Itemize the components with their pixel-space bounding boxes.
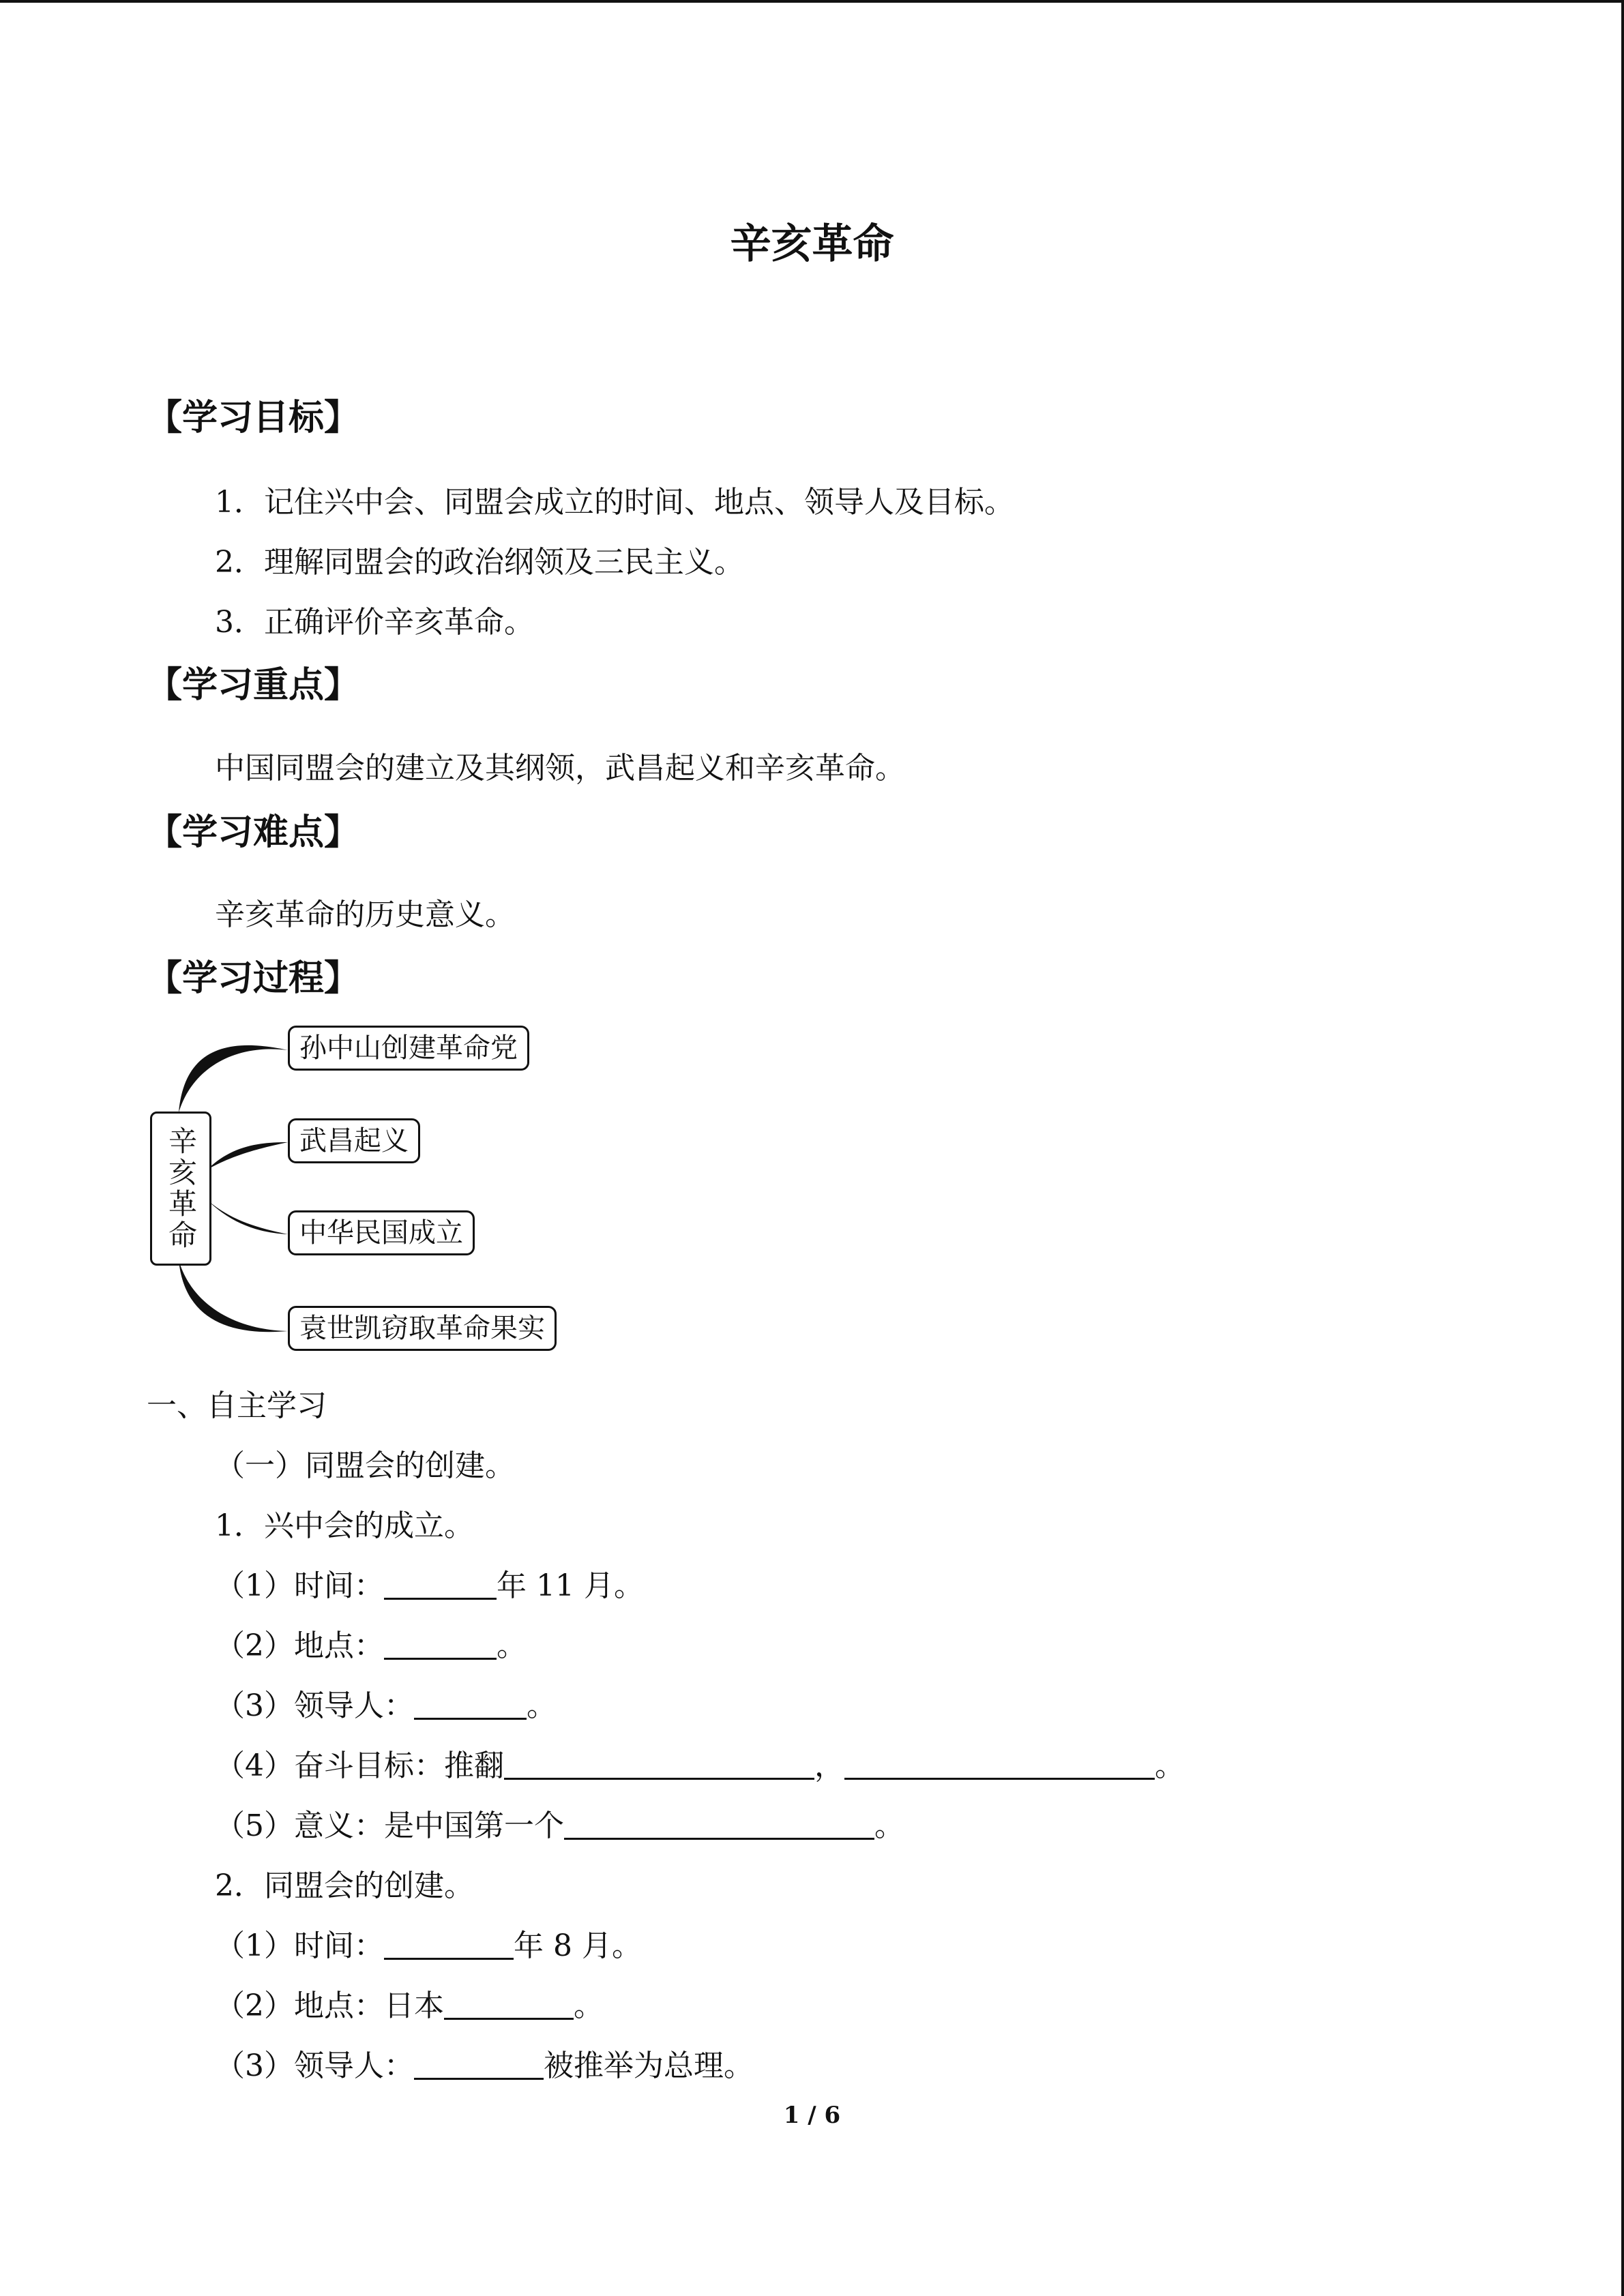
- mind-map-node: 孙中山创建革命党: [288, 1026, 529, 1071]
- answer-blank[interactable]: [414, 2048, 544, 2080]
- subsection-title: （一）同盟会的创建。: [215, 1448, 515, 1483]
- difficulties-heading: 【学习难点】: [147, 812, 360, 853]
- question-place: [215, 1981, 604, 2025]
- page-number: 1 / 6: [783, 2102, 841, 2129]
- question-suffix: 被推举为总理。: [544, 2048, 754, 2083]
- objective-item: 1．记住兴中会、同盟会成立的时间、地点、领导人及目标。: [215, 485, 1014, 520]
- mind-map-node: 武昌起义: [288, 1118, 420, 1163]
- question-label: （3）领导人：: [215, 1688, 414, 1723]
- objective-item: 3．正确评价辛亥革命。: [215, 605, 534, 640]
- question-label: （4）奋斗目标：推翻: [215, 1748, 504, 1783]
- question-suffix: 。: [497, 1628, 527, 1663]
- question-label: （3）领导人：: [215, 2048, 414, 2083]
- objectives-heading: 【学习目标】: [147, 398, 360, 438]
- question-suffix: 。: [527, 1688, 557, 1723]
- question-time: [215, 1921, 642, 1965]
- self-study-heading: 一、自主学习: [147, 1388, 327, 1423]
- question-suffix: 。: [874, 1808, 904, 1843]
- process-heading: 【学习过程】: [147, 958, 360, 999]
- question-suffix: 年 11 月。: [497, 1568, 644, 1603]
- answer-blank[interactable]: [504, 1748, 814, 1780]
- difficulties-text: 辛亥革命的历史意义。: [215, 897, 515, 932]
- mind-map-node: 袁世凯窃取革命果实: [288, 1306, 557, 1351]
- answer-blank[interactable]: [414, 1688, 527, 1720]
- question-label: （5）意义：是中国第一个: [215, 1808, 564, 1843]
- branch-curve-2: [207, 1142, 288, 1169]
- objective-item: 2．理解同盟会的政治纲领及三民主义。: [215, 545, 744, 580]
- answer-blank[interactable]: [564, 1808, 874, 1840]
- branch-curve-1: [179, 1045, 288, 1113]
- question-label: （2）地点：: [215, 1628, 384, 1663]
- item-title: 2．同盟会的创建。: [215, 1868, 474, 1903]
- right-border: [1621, 0, 1624, 2296]
- answer-blank[interactable]: [384, 1628, 497, 1660]
- answer-blank[interactable]: [384, 1928, 514, 1960]
- branch-curve-4: [179, 1260, 288, 1332]
- question-label: （2）地点：日本: [215, 1988, 444, 2023]
- top-border: [0, 0, 1624, 3]
- mind-map-node: 中华民国成立: [288, 1210, 475, 1255]
- mind-map: [136, 1016, 580, 1357]
- question-goal: [215, 1741, 1185, 1785]
- answer-blank[interactable]: [444, 1988, 574, 2020]
- item-title: 1．兴中会的成立。: [215, 1508, 474, 1543]
- question-leader: [215, 1681, 557, 1725]
- question-separator: ，: [814, 1748, 844, 1783]
- key-points-heading: 【学习重点】: [147, 665, 360, 706]
- question-label: （1）时间：: [215, 1568, 384, 1603]
- answer-blank[interactable]: [384, 1568, 497, 1600]
- branch-curve-3: [207, 1200, 288, 1234]
- question-suffix: 。: [1155, 1748, 1185, 1783]
- page-title: 辛亥革命: [730, 220, 894, 268]
- question-significance: [215, 1801, 904, 1845]
- question-suffix: 年 8 月。: [514, 1928, 642, 1963]
- key-points-text: 中国同盟会的建立及其纲领，武昌起义和辛亥革命。: [215, 751, 905, 786]
- question-time: [215, 1561, 644, 1605]
- question-suffix: 。: [574, 1988, 604, 2023]
- question-leader: [215, 2041, 754, 2085]
- mind-map-root: 辛亥革命: [150, 1112, 211, 1266]
- question-label: （1）时间：: [215, 1928, 384, 1963]
- question-place: [215, 1621, 527, 1665]
- answer-blank[interactable]: [844, 1748, 1155, 1780]
